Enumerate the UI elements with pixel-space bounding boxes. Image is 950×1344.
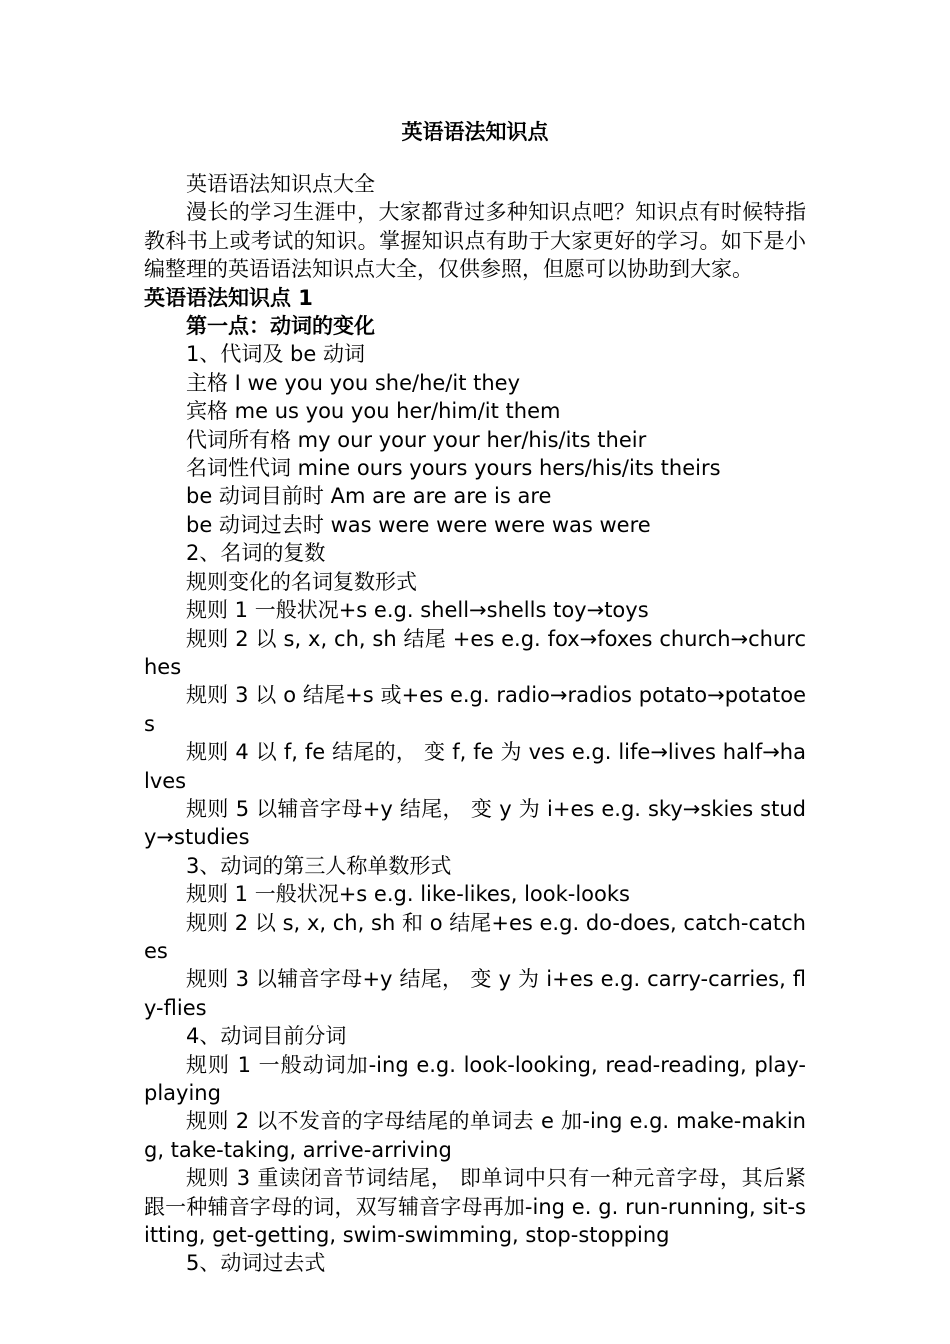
item-heading-past-tense: 5、动词过去式 (186, 1251, 326, 1276)
plural-rule-1: 规则 1 一般状况+s e.g. shell→shells toy→toys (186, 598, 649, 623)
paragraph-intro: 漫长的学习生涯中，大家都背过多种知识点吧？知识点有时候特指教科书上或考试的知识。掌握知识点有助于大家更好的学习。如下是小编整理的英语语法知识点大全，仅供参照，但愿可以协助到大家。 (144, 200, 806, 282)
item-heading-pronouns: 1、代词及 be 动词 (186, 342, 365, 367)
pronoun-row-object: 宾格 me us you you her/him/it them (186, 399, 561, 424)
plural-rule-2: 规则 2 以 s, x, ch, sh 结尾 +es e.g. fox→foxes church→churches (144, 626, 806, 679)
pronoun-row-subject: 主格 I we you you she/he/it they (186, 370, 521, 395)
pronoun-row-possessive: 代词所有格 my our your your her/his/its their (186, 427, 647, 452)
participle-rule-1: 规则 1 一般动词加-ing e.g. look-looking, read-reading, play-playing (144, 1052, 806, 1105)
item-heading-plurals: 2、名词的复数 (186, 541, 326, 566)
item-heading-third-person: 3、动词的第三人称单数形式 (186, 853, 452, 878)
third-person-rule-2: 规则 2 以 s, x, ch, sh 和 o 结尾+es e.g. do-does, catch-catches (144, 910, 806, 963)
item-heading-participle: 4、动词目前分词 (186, 1024, 347, 1049)
be-present-row: be 动词目前时 Am are are are is are (186, 484, 552, 509)
third-person-rule-1: 规则 1 一般状况+s e.g. like-likes, look-looks (186, 882, 630, 907)
paragraph-subtitle: 英语语法知识点大全 (186, 172, 375, 196)
section-heading: 英语语法知识点 1 (144, 285, 313, 310)
plural-rule-5: 规则 5 以辅音字母+y 结尾， 变 y 为 i+es e.g. sky→skies study→studies (144, 796, 806, 850)
pronoun-row-noun-possessive: 名词性代词 mine ours yours yours hers/his/its theirs (186, 456, 721, 481)
plural-rule-3: 规则 3 以 o 结尾+s 或+es e.g. radio→radios potato→potatoes (144, 683, 806, 736)
participle-rule-3: 规则 3 重读闭音节词结尾， 即单词中只有一种元音字母，其后紧跟一种辅音字母的词，双写辅音字母再加-ing e. g. run-running, sit-sitting, get-getting, swim-swimming, stop-stopping (144, 1166, 806, 1248)
third-person-rule-3: 规则 3 以辅音字母+y 结尾， 变 y 为 i+es e.g. carry-carries, fly-flies (144, 967, 806, 1020)
plural-rule-4: 规则 4 以 f, fe 结尾的， 变 f, fe 为 ves e.g. life→lives half→halves (144, 740, 806, 793)
participle-rule-2: 规则 2 以不发音的字母结尾的单词去 e 加-ing e.g. make-making, take-taking, arrive-arriving (144, 1109, 806, 1162)
be-past-row: be 动词过去时 was were were were was were (186, 512, 651, 537)
document-title: 英语语法知识点 (401, 120, 549, 144)
document-body (144, 170, 806, 1278)
subsection-heading: 第一点：动词的变化 (186, 314, 375, 339)
plural-rules-heading: 规则变化的名词复数形式 (186, 569, 417, 594)
